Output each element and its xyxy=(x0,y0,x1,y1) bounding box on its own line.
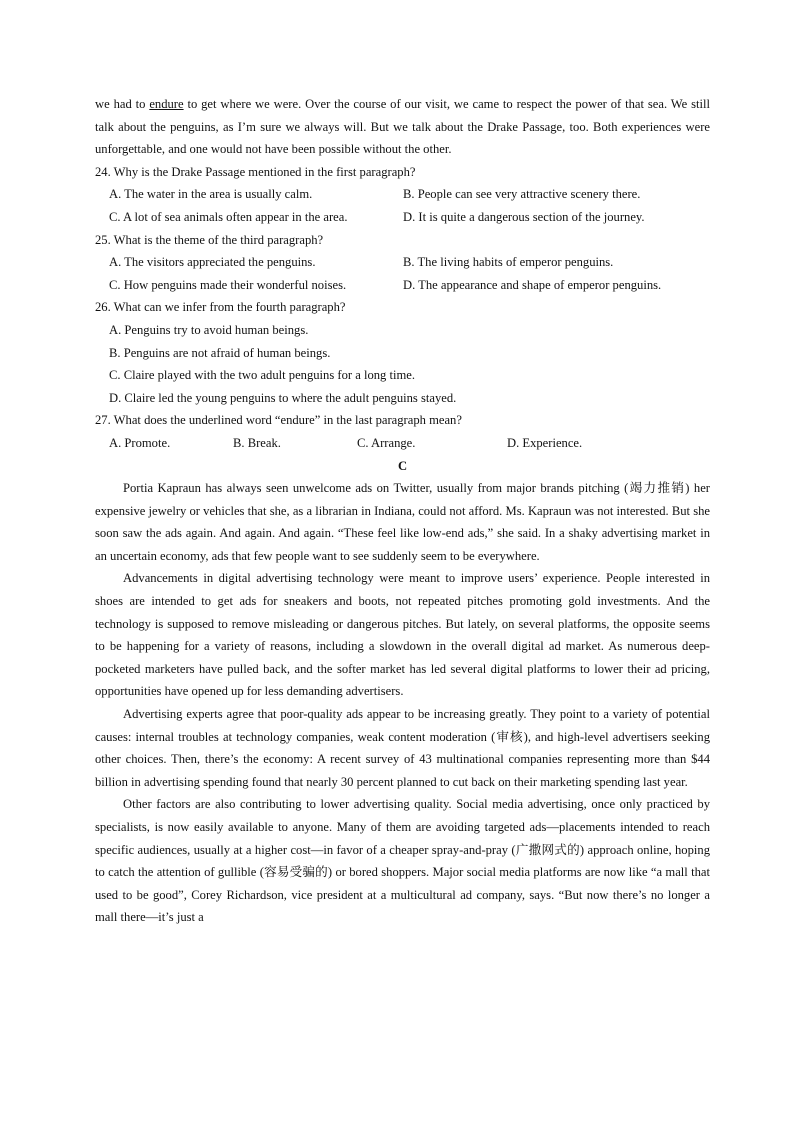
question-24-option-d[interactable]: D. It is quite a dangerous section of the journey. xyxy=(403,209,645,224)
question-25-option-d[interactable]: D. The appearance and shape of emperor penguins. xyxy=(403,277,662,292)
question-25-option-c[interactable]: C. How penguins made their wonderful noises. xyxy=(109,277,347,292)
question-25-options-row-1 xyxy=(95,251,710,274)
underlined-word-endure: endure xyxy=(149,97,184,111)
question-24-stem: 24. Why is the Drake Passage mentioned in the first paragraph? xyxy=(95,164,416,179)
passage-b-closing-paragraph xyxy=(95,93,710,161)
question-26-option-c[interactable]: C. Claire played with the two adult penguins for a long time. xyxy=(109,368,416,383)
question-27-option-a[interactable]: A. Promote. xyxy=(109,435,171,450)
question-27-option-d[interactable]: D. Experience. xyxy=(507,435,583,450)
question-24-option-a[interactable]: A. The water in the area is usually calm. xyxy=(109,187,313,202)
section-c-paragraph-1: Portia Kapraun has always seen unwelcome ads on Twitter, usually from major brands pitching (竭力推销) her expensive jewelry or vehicles that she, as a librarian in Indiana, could not afford. Ms. Kapraun was not interested. But she soon saw the ads again. And again. And again. “These feel like low-end ads,” she said. In a shaky advertising market in an uncertain economy, ads that few people want to see suddenly seem to be everywhere. xyxy=(95,481,710,563)
question-26-option-b[interactable]: B. Penguins are not afraid of human beings. xyxy=(109,345,331,360)
question-25-option-b[interactable]: B. The living habits of emperor penguins. xyxy=(403,255,614,270)
document-page xyxy=(95,93,710,929)
question-27-stem: 27. What does the underlined word “endure” in the last paragraph mean? xyxy=(95,413,462,428)
section-c-paragraph-4: Other factors are also contributing to lower advertising quality. Social media advertising, once only practiced by specialists, is now easily available to anyone. Many of them are avoiding targeted ads—placements intended to reach specific audiences, usually at a higher cost—in favor of a cheaper spray-and-pray (广撒网式的) approach online, hoping to catch the attention of gullible (容易受骗的) or bored shoppers. Major social media platforms are now like “a mall that used to be good”, Corey Richardson, vice president at a multicultural ad company, says. “But now there’s no longer a mall there—it’s just a xyxy=(95,797,710,925)
question-27-option-b[interactable]: B. Break. xyxy=(233,435,281,450)
question-27-option-c[interactable]: C. Arrange. xyxy=(357,435,416,450)
question-24-option-b[interactable]: B. People can see very attractive scenery there. xyxy=(403,187,641,202)
question-24-option-c[interactable]: C. A lot of sea animals often appear in the area. xyxy=(109,209,348,224)
passage-text-post: to get where we were. Over the course of our visit, we came to respect the power of that sea. We still talk about the penguins, as I’m sure we always will. But we talk about the Drake Passage, too. Both experiences were unforgettable, and one would not have been possible without the other. xyxy=(95,97,711,157)
section-c-paragraph-2: Advancements in digital advertising technology were meant to improve users’ experience. People interested in shoes are intended to get ads for sneakers and boots, not repeated pitches promoting gold investments. And the technology is supposed to remove misleading or dangerous pitches. But lately, on several platforms, the opposite seems to be happening for a variety of reasons, including a slowdown in the overall digital ad market. As numerous deep-pocketed marketers have pulled back, and the softer market has led several digital platforms to lower their ad pricing, opportunities have opened up for less demanding advertisers. xyxy=(95,571,710,699)
question-26-option-d[interactable]: D. Claire led the young penguins to where the adult penguins stayed. xyxy=(109,390,457,405)
section-c-paragraph-3: Advertising experts agree that poor-quality ads appear to be increasing greatly. They point to a variety of potential causes: internal troubles at technology companies, weak content moderation (审核), and high-level advertisers seeking other choices. Then, there’s the economy: A recent survey of 43 multinational companies representing more than $44 billion in advertising spending found that nearly 30 percent planned to cut back on their marketing spending last year. xyxy=(95,707,710,789)
question-24-options-row-1 xyxy=(95,183,710,206)
question-25-option-a[interactable]: A. The visitors appreciated the penguins. xyxy=(109,255,316,270)
question-24-options-row-2 xyxy=(95,206,710,229)
question-25-stem: 25. What is the theme of the third paragraph? xyxy=(95,232,324,247)
passage-text-pre: we had to xyxy=(95,97,150,111)
question-26-stem: 26. What can we infer from the fourth paragraph? xyxy=(95,300,346,315)
question-27-options-row xyxy=(95,432,710,455)
section-c-heading: C xyxy=(397,458,408,473)
question-25-options-row-2 xyxy=(95,274,710,297)
question-26-option-a[interactable]: A. Penguins try to avoid human beings. xyxy=(109,322,309,337)
